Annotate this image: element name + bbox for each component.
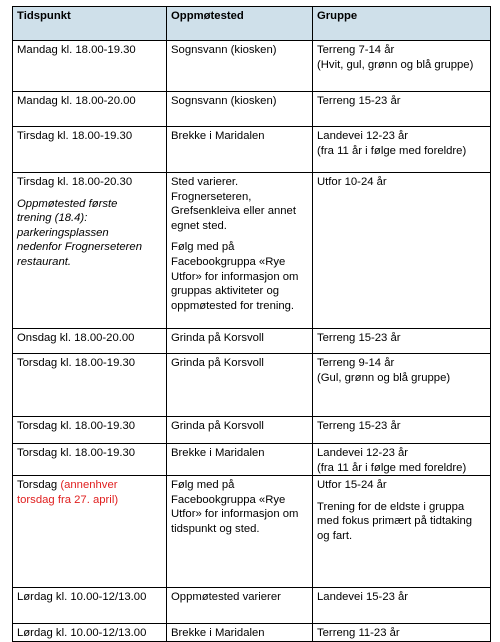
header-group: Gruppe [313,7,491,41]
table-row [13,588,491,624]
cell-line: Sted varierer. [171,176,239,188]
cell-line: Oppmøtested varierer [171,591,281,604]
cell-place [167,354,313,417]
cell-time [13,41,167,92]
cell-place [167,127,313,173]
table-row [13,41,491,92]
time-note-line: nedenfor Frognerseteren [17,241,142,254]
cell-line: egnet sted. [171,219,227,232]
table-row [13,329,491,354]
cell-line: Grefsenkleiva eller annet [171,205,296,218]
cell-line: Landevei 15-23 år [317,591,409,604]
cell-group [313,173,491,329]
cell-place [167,624,313,642]
time-note-line: trening (18.4): [17,212,88,225]
cell-line: Tirsdag kl. 18.00-19.30 [17,130,133,142]
table-row [13,417,491,444]
table-row [13,173,491,329]
schedule-page [12,6,491,642]
cell-line: Grinda på Korsvoll [171,332,264,344]
cell-line: Lørdag kl. 10.00-12/13.00 [17,591,147,604]
place-note-line: Facebookgruppa «Rye [171,255,286,268]
cell-group [313,444,491,476]
cell-line: Grinda på Korsvoll [171,420,264,432]
cell-place [167,588,313,624]
cell-place [167,329,313,354]
table-row [13,92,491,127]
header-place: Oppmøtested [167,7,313,41]
cell-place [167,476,313,588]
cell-line: Frognerseteren, [171,190,252,203]
header-row [13,7,491,41]
cell-group [313,329,491,354]
cell-line: Terreng 15-23 år [317,95,401,107]
cell-line: Mandag kl. 18.00-20.00 [17,95,136,107]
cell-line: Utfor» for informasjon om [171,508,299,521]
cell-place [167,444,313,476]
cell-line: Sognsvann (kiosken) [171,95,277,107]
cell-line: Brekke i Maridalen [171,447,265,459]
group-note-line: og fart. [317,529,353,542]
cell-line: Terreng 7-14 år [317,44,395,56]
cell-line: Brekke i Maridalen [171,130,265,142]
cell-line: Landevei 12-23 år [317,130,409,142]
cell-time [13,588,167,624]
cell-line: Grinda på Korsvoll [171,357,264,369]
cell-group [313,92,491,127]
cell-line: Brekke i Maridalen [171,627,265,640]
cell-time [13,417,167,444]
cell-line: Terreng 15-23 år [317,420,401,432]
cell-group [313,624,491,642]
cell-time [13,92,167,127]
cell-time [13,173,167,329]
table-row [13,354,491,417]
cell-place [167,173,313,329]
cell-line: Terreng 11-23 år [317,627,400,640]
cell-time [13,476,167,588]
cell-line: Utfor 10-24 år [317,176,387,188]
table-row [13,444,491,476]
cell-line: Landevei 12-23 år [317,447,409,459]
cell-group [313,41,491,92]
time-note-line: parkeringsplassen [17,226,109,239]
place-note-line: gruppas aktiviteter og [171,285,280,298]
cell-group [313,588,491,624]
cell-line: Terreng 9-14 år [317,357,395,369]
cell-line: Mandag kl. 18.00-19.30 [17,44,136,56]
time-prefix: Torsdag [17,479,61,492]
cell-line [17,478,162,493]
cell-line: Torsdag kl. 18.00-19.30 [17,447,136,459]
cell-time [13,354,167,417]
cell-line: Torsdag kl. 18.00-19.30 [17,357,136,369]
cell-group [313,476,491,588]
place-note-line: Følg med på [171,241,235,254]
cell-line: Sognsvann (kiosken) [171,44,277,56]
cell-time [13,127,167,173]
cell-place [167,92,313,127]
training-schedule-table [12,6,491,642]
header-time: Tidspunkt [13,7,167,41]
cell-line: Terreng 15-23 år [317,332,401,344]
cell-line: (fra 11 år i følge med foreldre) [317,144,467,157]
group-note-line: Trening for de eldste i gruppa [317,500,465,513]
cell-line: Facebookgruppa «Rye [171,493,286,506]
cell-line: Utfor 15-24 år [317,479,387,492]
cell-line: (Hvit, gul, grønn og blå gruppe) [317,58,474,71]
cell-line: tidspunkt og sted. [171,522,260,535]
cell-line: Torsdag kl. 18.00-19.30 [17,420,136,432]
cell-line: Lørdag kl. 10.00-12/13.00 [17,627,147,640]
cell-time [13,444,167,476]
cell-time [13,329,167,354]
cell-line: (Gul, grønn og blå gruppe) [317,371,451,384]
cell-line: Tirsdag kl. 18.00-20.30 [17,176,133,188]
group-note-line: med fokus primært på tidtaking [317,515,473,528]
cell-place [167,417,313,444]
cell-line: Følg med på [171,479,235,492]
table-row [13,476,491,588]
cell-line: (fra 11 år i følge med foreldre) [317,461,467,474]
cell-group [313,127,491,173]
time-note-line: restaurant. [17,255,72,268]
cell-place [167,41,313,92]
cell-line: Onsdag kl. 18.00-20.00 [17,332,135,344]
time-highlight: torsdag fra 27. april) [17,493,119,506]
place-note-line: Utfor» for informasjon om [171,270,299,283]
place-note-line: oppmøtested for trening. [171,299,295,312]
cell-group [313,417,491,444]
time-note-line: Oppmøtested første [17,197,118,210]
time-highlight: (annenhver [60,479,118,492]
table-row [13,624,491,642]
cell-group [313,354,491,417]
table-row [13,127,491,173]
cell-time [13,624,167,642]
